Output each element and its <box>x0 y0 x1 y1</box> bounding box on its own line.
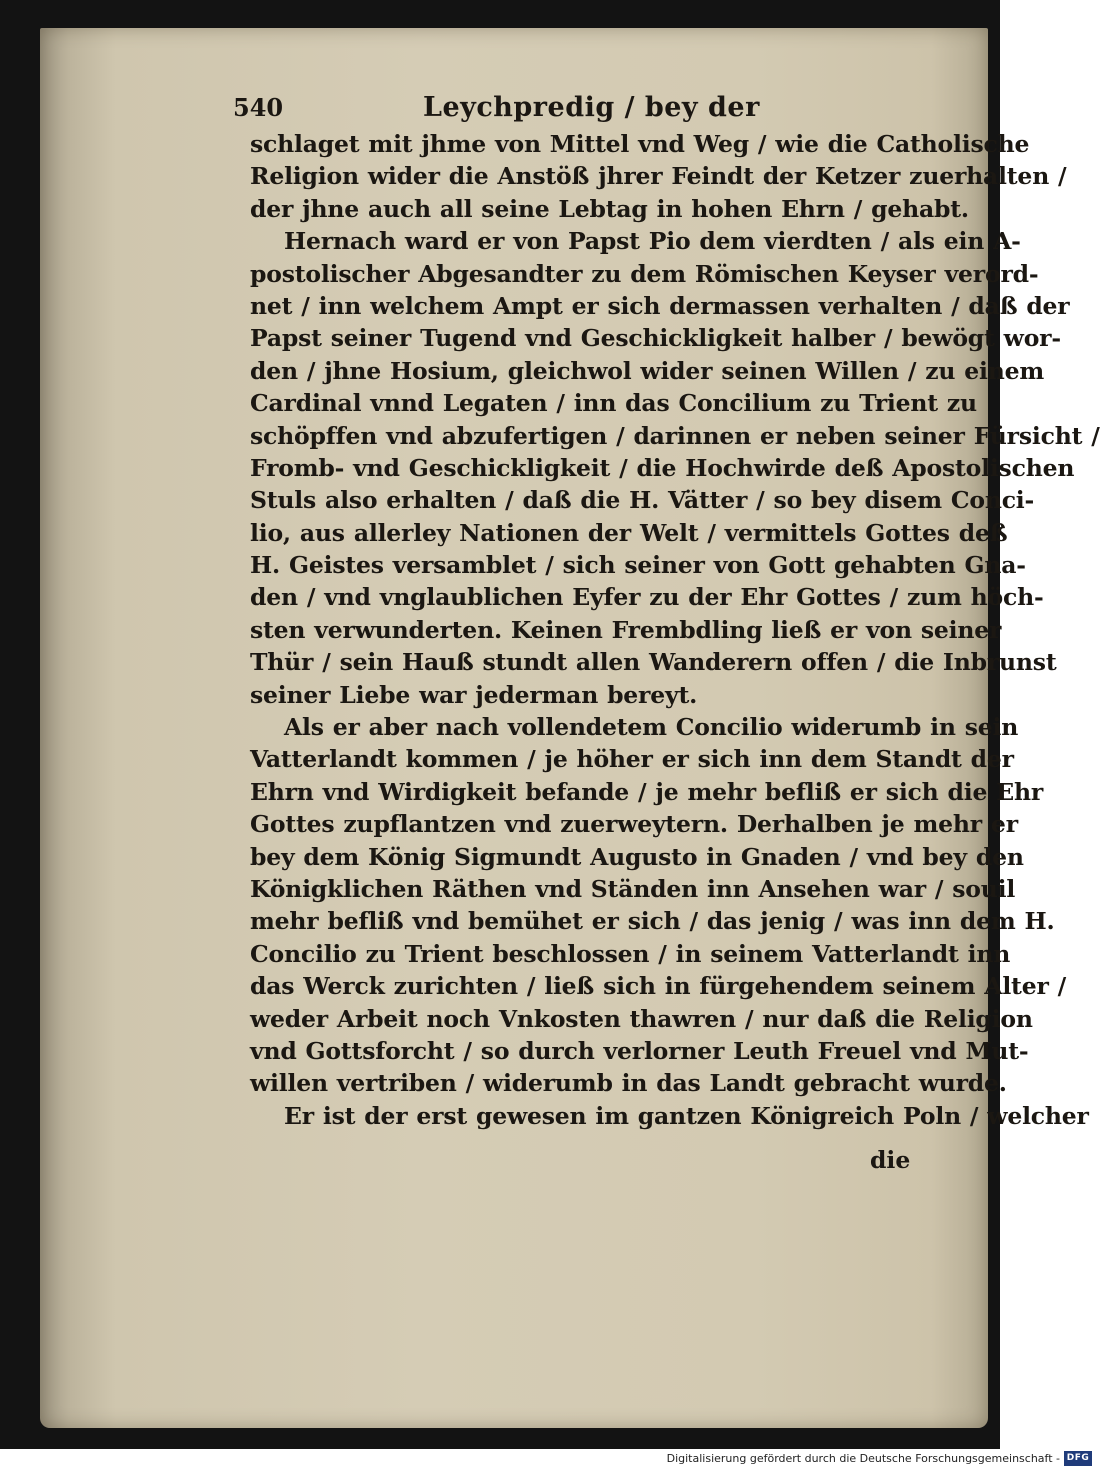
text-line: vnd Gottsforcht / so durch verlorner Leuth Freuel vnd Mut- <box>250 1036 1029 1065</box>
text-line: willen vertriben / widerumb in das Landt gebracht wurde. <box>250 1069 1007 1098</box>
text-line: sten verwunderten. Keinen Frembdling ließ er von seiner <box>250 615 1002 644</box>
text-line: mehr befliß vnd bemühet er sich / das jenig / was inn dem H. <box>250 907 1055 936</box>
text-line: Thür / sein Hauß stundt allen Wanderern offen / die Inbrunst <box>250 648 1057 677</box>
text-line: net / inn welchem Ampt er sich dermassen verhalten / daß der <box>250 291 1070 320</box>
text-line: Hernach ward er von Papst Pio dem vierdten / als ein A- <box>284 227 1021 256</box>
text-line: Gottes zupflantzen vnd zuerweytern. Derhalben je mehr er <box>250 810 1018 839</box>
text-line: weder Arbeit noch Vnkosten thawren / nur daß die Religion <box>250 1004 1033 1033</box>
running-head <box>233 88 933 128</box>
running-title: Leychpredig / bey der <box>423 92 760 123</box>
text-line: Papst seiner Tugend vnd Geschickligkeit halber / bewögt wor- <box>250 324 1061 353</box>
text-line: das Werck zurichten / ließ sich in fürgehendem seinem Alter / <box>250 972 1067 1001</box>
text-line: der jhne auch all seine Lebtag in hohen Ehrn / gehabt. <box>250 194 969 223</box>
text-line: schöpffen vnd abzufertigen / darinnen er neben seiner Fürsicht / <box>250 421 1100 450</box>
text-line: Stuls also erhalten / daß die H. Vätter / so bey disem Conci- <box>250 486 1035 515</box>
text-line: Religion wider die Anstöß jhrer Feindt der Ketzer zuerhalten / <box>250 162 1067 191</box>
text-line: den / vnd vnglaublichen Eyfer zu der Ehr Gottes / zum höch- <box>250 583 1044 612</box>
text-line: H. Geistes versamblet / sich seiner von Gott gehabten Gna- <box>250 551 1026 580</box>
dfg-logo: DFG <box>1064 1451 1092 1466</box>
body-text <box>250 128 1100 1132</box>
text-line: Cardinal vnnd Legaten / inn das Concilium zu Trient zu <box>250 389 977 418</box>
text-line: lio, aus allerley Nationen der Welt / vermittels Gottes deß <box>250 518 1008 547</box>
text-line: Concilio zu Trient beschlossen / in seinem Vatterlandt inn <box>250 939 1011 968</box>
text-line: den / jhne Hosium, gleichwol wider seinen Willen / zu einem <box>250 356 1045 385</box>
text-line: bey dem König Sigmundt Augusto in Gnaden / vnd bey den <box>250 842 1024 871</box>
text-line: Königklichen Räthen vnd Ständen inn Ansehen war / souil <box>250 874 1016 903</box>
page-number: 540 <box>233 93 284 122</box>
text-line: Fromb- vnd Geschickligkeit / die Hochwirde deß Apostolischen <box>250 453 1075 482</box>
catchword: die <box>870 1146 911 1174</box>
text-line: Er ist der erst gewesen im gantzen Königreich Poln / welcher <box>284 1101 1089 1130</box>
text-line: Vatterlandt kommen / je höher er sich inn dem Standt der <box>250 745 1014 774</box>
text-line: postolischer Abgesandter zu dem Römischen Keyser verord- <box>250 259 1039 288</box>
text-line: Als er aber nach vollendetem Concilio widerumb in sein <box>284 713 1019 742</box>
text-line: Ehrn vnd Wirdigkeit befande / je mehr befliß er sich die Ehr <box>250 777 1044 806</box>
funding-credit: Digitalisierung gefördert durch die Deutsche Forschungsgemeinschaft - <box>666 1452 1060 1465</box>
text-line: seiner Liebe war jederman bereyt. <box>250 680 698 709</box>
text-line: schlaget mit jhme von Mittel vnd Weg / wie die Catholische <box>250 130 1030 158</box>
